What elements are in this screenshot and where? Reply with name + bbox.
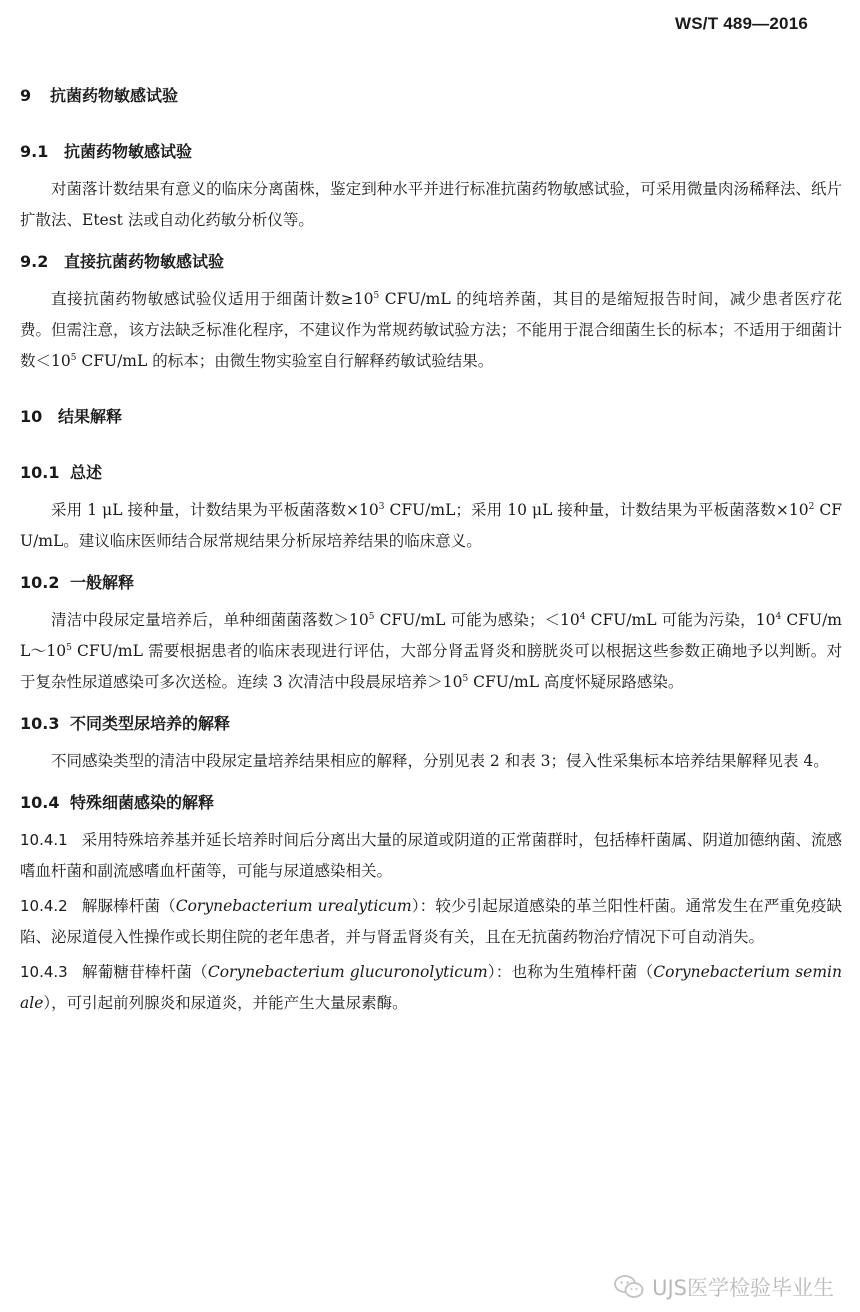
section-title: 抗菌药物敏感试验 — [50, 86, 179, 105]
watermark-text: UJS医学检验毕业生 — [652, 1276, 834, 1300]
clause-number: 10.4.2 — [20, 897, 68, 915]
paragraph-9-2: 直接抗菌药物敏感试验仪适用于细菌计数$\ge 10^5$ CFU/mL 的纯培养菌，其目的是缩短报告时间，减少患者医疗花费。但需注意，该方法缺乏标准化程序，不建议作为常规药敏试验方法；不能用于混合细菌生长的标本；不适用于细菌计数$<10^5$ CFU/mL 的标本；由微生物实验室自行解释药敏试验结果。 — [20, 290, 842, 370]
section-number: 9.1 — [20, 142, 49, 161]
section-heading-10-4 — [20, 789, 842, 817]
section-heading-10 — [20, 403, 842, 431]
section-title: 一般解释 — [70, 573, 135, 592]
clause-number: 10.4.1 — [20, 831, 68, 849]
section-number: 9.2 — [20, 252, 49, 271]
section-title: 抗菌药物敏感试验 — [64, 142, 193, 161]
clause-10-4-2: 10.4.2 解脲棒杆菌（Corynebacterium urealyticum）：较少引起尿道感染的革兰阳性杆菌。通常发生在严重免疫缺陷、泌尿道侵入性操作或长期住院的老年患者，并与肾盂肾炎有关，且在无抗菌药物治疗情况下可自动消失。 — [20, 897, 842, 946]
clause-10-4-3: 10.4.3 解葡糖苷棒杆菌（Corynebacterium glucuronolyticum）：也称为生殖棒杆菌（Corynebacterium seminale），可引起前列腺炎和尿道炎，并能产生大量尿素酶。 — [20, 963, 842, 1012]
section-heading-10-1 — [20, 459, 842, 487]
clause-10-4-1: 10.4.1 采用特殊培养基并延长培养时间后分离出大量的尿道或阴道的正常菌群时，包括棒杆菌属、阴道加德纳菌、流感嗜血杆菌和副流感嗜血杆菌等，可能与尿道感染相关。 — [20, 831, 842, 880]
paragraph-9-1: 对菌落计数结果有意义的临床分离菌株，鉴定到种水平并进行标准抗菌药物敏感试验，可采用微量肉汤稀释法、纸片扩散法、Etest 法或自动化药敏分析仪等。 — [20, 180, 842, 229]
standard-code: WS/T 489—2016 — [675, 14, 808, 33]
section-number: 10.1 — [20, 463, 60, 482]
section-heading-9-1 — [20, 138, 842, 166]
paragraph-10-2: 清洁中段尿定量培养后，单种细菌菌落数$>10^5$ CFU/mL 可能为感染；$<10^4$ CFU/mL 可能为污染，$10^4$ CFU/$mL\sim 10^5$ CFU/mL 需要根据患者的临床表现进行评估，大部分肾盂肾炎和膀胱炎可以根据这些参数正确地予以判断。对于复杂性尿道感染可多次送检。连续 3 次清洁中段晨尿培养$>10^5$ CFU/mL 高度怀疑尿路感染。 — [20, 611, 842, 691]
section-title: 不同类型尿培养的解释 — [70, 714, 231, 733]
section-title: 结果解释 — [58, 407, 123, 426]
wechat-icon — [614, 1274, 644, 1300]
section-number: 10.2 — [20, 573, 60, 592]
section-number: 10.4 — [20, 793, 60, 812]
watermark — [614, 1272, 834, 1302]
section-heading-9 — [20, 82, 842, 110]
paragraph-10-1: 采用 1 μL 接种量，计数结果为平板菌落数$\times 10^3$ CFU/mL；采用 10 μL 接种量，计数结果为平板菌落数$\times 10^2$ CFU/mL。建议临床医师结合尿常规结果分析尿培养结果的临床意义。 — [20, 501, 842, 550]
section-title: 直接抗菌药物敏感试验 — [64, 252, 225, 271]
paragraph-10-3: 不同感染类型的清洁中段尿定量培养结果相应的解释，分别见表 2 和表 3；侵入性采集标本培养结果解释见表 4。 — [51, 752, 829, 770]
clause-number: 10.4.3 — [20, 963, 68, 981]
section-number: 9 — [20, 86, 32, 105]
document-body — [20, 82, 842, 1023]
section-heading-10-3 — [20, 710, 842, 738]
section-heading-10-2 — [20, 569, 842, 597]
section-title: 特殊细菌感染的解释 — [70, 793, 215, 812]
section-heading-9-2 — [20, 248, 842, 276]
section-number: 10.3 — [20, 714, 60, 733]
section-number: 10 — [20, 407, 43, 426]
section-title: 总述 — [70, 463, 103, 482]
